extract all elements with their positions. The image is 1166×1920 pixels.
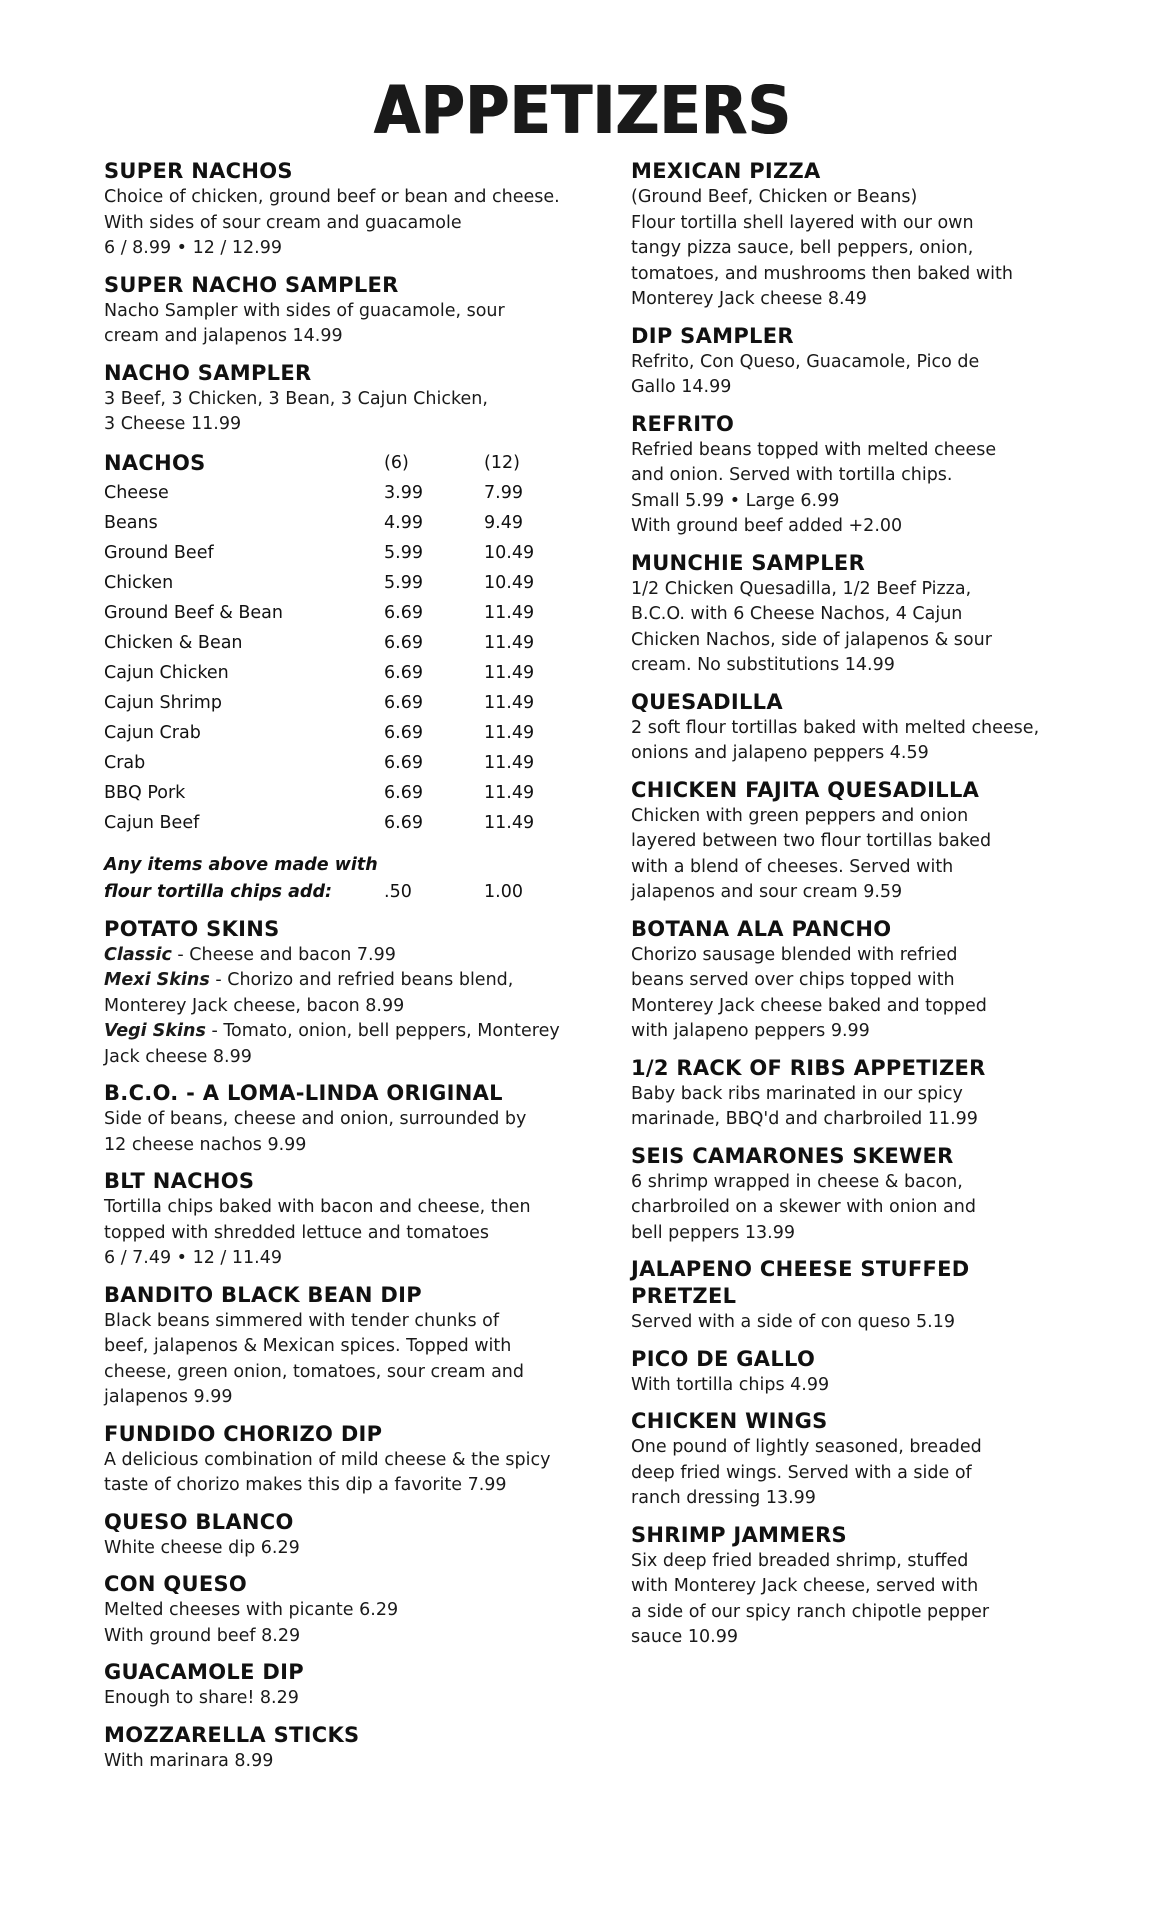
item-name: QUESO BLANCO [104,1509,294,1534]
description-line: With sides of sour cream and guacamole [104,212,462,233]
nachos-row-price12: 11.49 [484,722,535,743]
description-line: a side of our spicy ranch chipotle pepper [631,1601,990,1622]
item-description [104,1195,574,1272]
item-description [104,1749,574,1775]
nachos-header-row [104,448,574,478]
item-description [631,1082,1071,1133]
item-name: DIP SAMPLER [631,323,794,348]
description-line: With tortilla chips 4.99 [631,1374,830,1395]
description-line: deep fried wings. Served with a side of [631,1462,972,1483]
nachos-row-price6: 6.69 [384,632,423,653]
nachos-col6-header: (6) [384,452,409,473]
nachos-row-name: Chicken & Bean [104,632,243,653]
menu-item [631,158,1071,313]
mexi-label: Mexi Skins [104,970,210,990]
nachos-row-price6: 4.99 [384,512,423,533]
description-line: ranch dressing 13.99 [631,1488,816,1508]
description-line: Choice of chicken, ground beef or bean and cheese. [104,187,560,207]
description-line: Small 5.99 • Large 6.99 [631,490,840,511]
menu-item [104,1571,574,1649]
description-line: topped with shredded lettuce and tomatoes [104,1222,490,1243]
item-name: BANDITO BLACK BEAN DIP [104,1282,422,1307]
nachos-row-price12: 11.49 [484,692,535,713]
item-description [631,577,1071,679]
menu-item [631,689,1071,767]
mexi-text-2: Monterey Jack cheese, bacon 8.99 [104,995,405,1016]
vegi-label: Vegi Skins [104,1021,206,1041]
description-line: charbroiled on a skewer with onion and [631,1197,976,1217]
item-description [104,1686,574,1712]
nachos-row-price6: 6.69 [384,782,423,803]
description-line: Enough to share! 8.29 [104,1688,299,1708]
menu-item [104,158,574,262]
nachos-row [104,628,574,658]
item-name: FUNDIDO CHORIZO DIP [104,1421,383,1446]
item-name: MOZZARELLA STICKS [104,1722,360,1747]
menu-item [631,1408,1071,1512]
nachos-note-price12: 1.00 [484,881,523,902]
item-name: QUESADILLA [631,689,783,714]
menu-item [104,1722,574,1775]
item-name: JALAPENO CHEESE STUFFED PRETZEL [631,1257,970,1308]
menu-item [104,1509,574,1562]
nachos-row-price6: 6.69 [384,692,423,713]
nachos-row-name: Crab [104,752,146,773]
item-description [631,1373,1071,1399]
classic-label: Classic [104,944,172,965]
nachos-row-price12: 11.49 [484,662,535,683]
item-description [104,1309,574,1411]
nachos-row [104,718,574,748]
description-line: Tortilla chips baked with bacon and cheese, then [104,1197,531,1217]
menu-item-potato-skins [104,916,574,1071]
description-line: Melted cheeses with picante 6.29 [104,1600,399,1620]
item-name: B.C.O. - A LOMA-LINDA ORIGINAL [104,1081,503,1105]
nachos-row-price12: 11.49 [484,602,535,623]
menu-item [104,1659,574,1712]
menu-item [631,916,1071,1045]
menu-item [631,1055,1071,1133]
description-line: with Monterey Jack cheese, served with [631,1576,979,1596]
item-description [631,1435,1071,1512]
item-name: GUACAMOLE DIP [104,1660,304,1684]
nachos-col12-header: (12) [484,452,520,473]
nachos-row-price6: 3.99 [384,482,423,503]
nachos-row-price12: 9.49 [484,512,523,533]
nachos-row [104,658,574,688]
nachos-row-name: Ground Beef & Bean [104,602,283,623]
nachos-row [104,748,574,778]
nachos-heading: NACHOS [104,450,206,475]
right-column [631,158,1071,1661]
nachos-row-name: Cajun Crab [104,722,201,743]
vegi-text-2: Jack cheese 8.99 [104,1046,252,1067]
menu-item [104,360,574,438]
nachos-row-name: Cajun Shrimp [104,692,222,713]
description-line: Refrito, Con Queso, Guacamole, Pico de [631,351,980,372]
nachos-note-price6: .50 [384,881,412,902]
item-name: SHRIMP JAMMERS [631,1522,847,1547]
item-name: PICO DE GALLO [631,1346,816,1371]
description-line: Monterey Jack cheese 8.49 [631,289,867,309]
nachos-row-name: Chicken [104,572,174,593]
description-line: One pound of lightly seasoned, breaded [631,1437,982,1457]
description-line: with jalapeno peppers 9.99 [631,1021,870,1041]
nachos-row-price6: 5.99 [384,542,423,563]
description-line: cheese, green onion, tomatoes, sour cream and [104,1361,524,1382]
description-line: jalapenos and sour cream 9.59 [631,882,903,902]
description-line: 12 cheese nachos 9.99 [104,1134,307,1155]
nachos-row-price6: 6.69 [384,662,423,683]
menu-item [631,1522,1071,1651]
item-description [631,185,1071,313]
item-name: 1/2 RACK OF RIBS APPETIZER [631,1055,986,1080]
nachos-row-price12: 11.49 [484,812,535,833]
description-line: layered between two flour tortillas baked [631,831,992,851]
nachos-row-price12: 10.49 [484,542,535,563]
item-name: SEIS CAMARONES SKEWER [631,1143,954,1168]
description-line: 6 / 8.99 • 12 / 12.99 [104,238,282,258]
item-description [104,387,574,438]
nachos-row [104,568,574,598]
description-line: Black beans simmered with tender chunks of [104,1310,499,1331]
item-name: REFRITO [631,411,735,436]
description-line: A delicious combination of mild cheese & the spicy [104,1449,551,1470]
nachos-row-price6: 6.69 [384,812,423,833]
description-line: onions and jalapeno peppers 4.59 [631,743,929,763]
menu-item [104,1421,574,1499]
menu-item [631,1143,1071,1247]
nachos-row-price12: 7.99 [484,482,523,503]
description-line: Six deep fried breaded shrimp, stuffed [631,1550,969,1571]
nachos-row-price6: 6.69 [384,722,423,743]
nachos-note [104,852,574,906]
item-description [104,185,574,262]
description-line: marinade, BBQ'd and charbroiled 11.99 [631,1109,978,1129]
nachos-note-line2: flour tortilla chips add: [104,881,332,902]
nachos-row-name: Cajun Beef [104,812,200,833]
nachos-row-name: Ground Beef [104,542,214,563]
nachos-row [104,598,574,628]
menu-item [631,1256,1071,1336]
nachos-row-price12: 11.49 [484,752,535,773]
nachos-row [104,478,574,508]
menu-item [104,1080,574,1158]
description-line: Baby back ribs marinated in our spicy [631,1083,963,1104]
item-name: CON QUESO [104,1572,248,1596]
menu-item [631,323,1071,401]
left-column [104,158,574,1784]
item-name: CHICKEN FAJITA QUESADILLA [631,777,980,802]
vegi-text: - Tomato, onion, bell peppers, Monterey [205,1021,560,1041]
menu-item [631,777,1071,906]
nachos-row [104,508,574,538]
description-line: tomatoes, and mushrooms then baked with [631,263,1013,284]
item-description [104,1598,574,1649]
description-line: bell peppers 13.99 [631,1222,795,1243]
description-line: beans served over chips topped with [631,970,955,990]
description-line: 1/2 Chicken Quesadilla, 1/2 Beef Pizza, [631,578,972,599]
classic-text: - Cheese and bacon 7.99 [171,944,396,965]
item-description [631,1310,1071,1336]
item-description [104,1107,574,1158]
nachos-row-price12: 10.49 [484,572,535,593]
item-name: CHICKEN WINGS [631,1409,828,1433]
description-line: White cheese dip 6.29 [104,1537,300,1558]
menu-item [104,272,574,350]
description-line: Chorizo sausage blended with refried [631,944,958,965]
description-line: 3 Cheese 11.99 [104,414,242,434]
description-line: Chicken Nachos, side of jalapenos & sour [631,629,992,650]
item-name: SUPER NACHO SAMPLER [104,272,399,297]
item-name: BLT NACHOS [104,1169,255,1193]
description-line: 2 soft flour tortillas baked with melted cheese, [631,717,1040,738]
mexi-text: - Chorizo and refried beans blend, [209,970,514,990]
nachos-row [104,778,574,808]
description-line: 3 Beef, 3 Chicken, 3 Bean, 3 Cajun Chicken, [104,388,488,409]
menu-item [631,411,1071,540]
item-description [631,350,1071,401]
item-name: BOTANA ALA PANCHO [631,916,892,941]
description-line: 6 shrimp wrapped in cheese & bacon, [631,1171,963,1192]
description-line: Monterey Jack cheese baked and topped [631,995,987,1016]
description-line: Chicken with green peppers and onion [631,805,969,826]
item-description [631,716,1071,767]
item-description [104,299,574,350]
item-name: MEXICAN PIZZA [631,159,821,183]
description-line: sauce 10.99 [631,1627,738,1647]
nachos-row-name: Beans [104,512,158,533]
menu-item [631,1346,1071,1399]
description-line: With marinara 8.99 [104,1750,274,1771]
nachos-row-price6: 6.69 [384,602,423,623]
item-description [104,1536,574,1562]
description-line: cream. No substitutions 14.99 [631,655,895,675]
description-line: tangy pizza sauce, bell peppers, onion, [631,238,974,258]
nachos-table [104,448,574,906]
description-line: B.C.O. with 6 Cheese Nachos, 4 Cajun [631,604,963,624]
item-description [104,943,574,1071]
menu-item [631,550,1071,679]
description-line: Gallo 14.99 [631,377,732,397]
description-line: cream and jalapenos 14.99 [104,326,343,346]
description-line: With ground beef 8.29 [104,1625,301,1646]
description-line: (Ground Beef, Chicken or Beans) [631,187,918,207]
description-line: With ground beef added +2.00 [631,516,903,536]
description-line: taste of chorizo makes this dip a favorite 7.99 [104,1475,507,1495]
description-line: 6 / 7.49 • 12 / 11.49 [104,1248,282,1268]
nachos-row-price6: 5.99 [384,572,423,593]
nachos-row [104,538,574,568]
item-name: NACHO SAMPLER [104,360,312,385]
description-line: with a blend of cheeses. Served with [631,856,954,877]
item-name: SUPER NACHOS [104,159,293,183]
description-line: jalapenos 9.99 [104,1387,233,1407]
description-line: Nacho Sampler with sides of guacamole, sour [104,300,505,321]
item-name: POTATO SKINS [104,916,280,941]
nachos-row-name: Cajun Chicken [104,662,229,683]
item-description [631,804,1071,906]
description-line: Served with a side of con queso 5.19 [631,1312,955,1332]
page-title: APPETIZERS [374,72,792,149]
description-line: beef, jalapenos & Mexican spices. Topped with [104,1336,512,1356]
nachos-note-line1: Any items above made with [104,854,378,875]
item-description [631,1549,1071,1651]
menu-item [104,1282,574,1411]
description-line: Flour tortilla shell layered with our own [631,212,974,233]
nachos-row-price6: 6.69 [384,752,423,773]
description-line: and onion. Served with tortilla chips. [631,465,953,485]
menu-item [104,1168,574,1272]
nachos-row [104,808,574,838]
nachos-row-price12: 11.49 [484,782,535,803]
nachos-row-name: BBQ Pork [104,782,186,803]
item-description [631,943,1071,1045]
description-line: Side of beans, cheese and onion, surrounded by [104,1109,527,1129]
item-description [631,438,1071,540]
nachos-row [104,688,574,718]
nachos-row-price12: 11.49 [484,632,535,653]
item-name: MUNCHIE SAMPLER [631,550,866,575]
item-description [104,1448,574,1499]
description-line: Refried beans topped with melted cheese [631,439,997,460]
item-description [631,1170,1071,1247]
nachos-row-name: Cheese [104,482,169,503]
